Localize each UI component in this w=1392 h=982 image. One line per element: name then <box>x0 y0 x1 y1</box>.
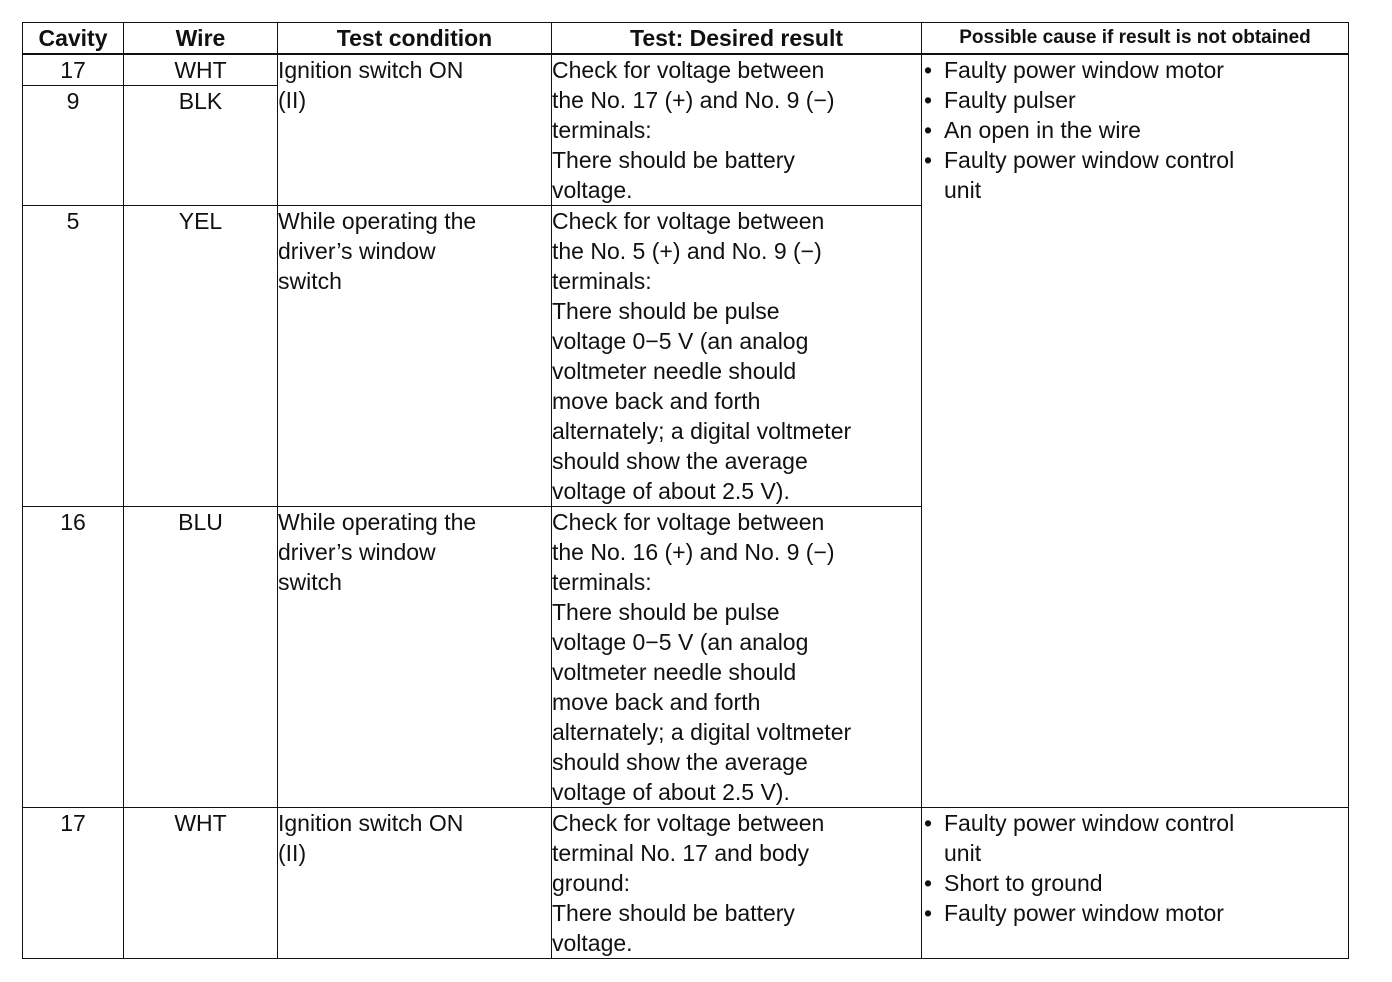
condition-line: switch <box>278 268 342 294</box>
condition-cell <box>278 507 552 808</box>
wire-value: WHT <box>174 810 227 836</box>
condition-line: While operating the <box>278 208 477 234</box>
header-test-condition: Test condition <box>278 23 552 55</box>
wire-value: BLK <box>124 85 277 116</box>
result-line: terminals: <box>552 268 652 294</box>
result-line: move back and forth <box>552 689 761 715</box>
condition-cell <box>278 54 552 206</box>
condition-line: (II) <box>278 840 307 866</box>
cause-item <box>922 145 1348 205</box>
cause-text: • Faulty pulser <box>944 87 1076 113</box>
condition-line: Ignition switch ON <box>278 57 464 83</box>
condition-line: switch <box>278 569 342 595</box>
cause-cell <box>922 808 1349 959</box>
result-line: There should be battery <box>552 900 795 926</box>
result-line: terminals: <box>552 117 652 143</box>
result-line: voltage of about 2.5 V). <box>552 478 790 504</box>
cavity-value: 9 <box>23 85 123 116</box>
diagnostic-table-page <box>22 22 1349 959</box>
wire-cell <box>124 206 278 507</box>
header-cavity: Cavity <box>23 23 124 55</box>
result-line: voltage of about 2.5 V). <box>552 779 790 805</box>
result-cell <box>552 808 922 959</box>
cavity-value: 17 <box>60 810 86 836</box>
result-line: ground: <box>552 870 631 896</box>
result-line: terminals: <box>552 569 652 595</box>
result-line: voltmeter needle should <box>552 659 797 685</box>
cause-item <box>922 898 1348 928</box>
header-desired-result: Test: Desired result <box>552 23 922 55</box>
cause-item <box>922 868 1348 898</box>
cause-text: • An open in the wire <box>944 117 1141 143</box>
result-line: move back and forth <box>552 388 761 414</box>
table-row <box>23 808 1349 959</box>
result-line: There should be pulse <box>552 599 780 625</box>
result-line: voltage 0−5 V (an analog <box>552 629 809 655</box>
result-line: Check for voltage between <box>552 57 825 83</box>
cause-item <box>922 115 1348 145</box>
result-line: Check for voltage between <box>552 509 825 535</box>
result-line: the No. 17 (+) and No. 9 (−) <box>552 87 835 113</box>
result-line: voltage 0−5 V (an analog <box>552 328 809 354</box>
condition-line: driver’s window <box>278 238 436 264</box>
result-line: Check for voltage between <box>552 810 825 836</box>
cause-text: unit <box>944 177 982 203</box>
condition-line: Ignition switch ON <box>278 810 464 836</box>
cavity-cell <box>23 206 124 507</box>
result-line: the No. 16 (+) and No. 9 (−) <box>552 539 835 565</box>
header-possible-cause: Possible cause if result is not obtained <box>922 23 1349 55</box>
result-line: alternately; a digital voltmeter <box>552 418 852 444</box>
result-line: should show the average <box>552 448 808 474</box>
condition-line: driver’s window <box>278 539 436 565</box>
cavity-value: 5 <box>66 208 80 234</box>
cause-text: unit <box>944 840 982 866</box>
header-row <box>23 23 1349 55</box>
result-line: voltage. <box>552 177 633 203</box>
result-line: voltmeter needle should <box>552 358 797 384</box>
wire-cell <box>124 808 278 959</box>
cause-text: • Faulty power window control <box>944 147 1235 173</box>
result-line: Check for voltage between <box>552 208 825 234</box>
cavity-cell <box>23 507 124 808</box>
cause-text: • Faulty power window control <box>944 810 1235 836</box>
condition-line: While operating the <box>278 509 477 535</box>
cause-item <box>922 55 1348 85</box>
cavity-cell <box>23 54 124 206</box>
cause-text: • Faulty power window motor <box>944 57 1224 83</box>
result-line: terminal No. 17 and body <box>552 840 809 866</box>
result-line: There should be pulse <box>552 298 780 324</box>
table-row <box>23 54 1349 206</box>
cavity-value: 16 <box>60 509 86 535</box>
result-cell <box>552 507 922 808</box>
result-line: There should be battery <box>552 147 795 173</box>
condition-cell <box>278 808 552 959</box>
result-line: should show the average <box>552 749 808 775</box>
condition-line: (II) <box>278 87 307 113</box>
wire-value: BLU <box>178 509 223 535</box>
wire-cell <box>124 507 278 808</box>
wire-value: WHT <box>174 57 227 83</box>
cause-list <box>922 808 1348 928</box>
result-line: the No. 5 (+) and No. 9 (−) <box>552 238 822 264</box>
cause-text: • Short to ground <box>944 870 1103 896</box>
diagnostic-table <box>22 22 1349 959</box>
cavity-value: 17 <box>60 57 86 83</box>
cause-list <box>922 55 1348 205</box>
wire-value: YEL <box>178 208 223 234</box>
cause-item <box>922 85 1348 115</box>
header-wire: Wire <box>124 23 278 55</box>
cause-item <box>922 808 1348 868</box>
result-cell <box>552 54 922 206</box>
wire-cell <box>124 54 278 206</box>
result-line: alternately; a digital voltmeter <box>552 719 852 745</box>
cavity-cell <box>23 808 124 959</box>
cause-text: • Faulty power window motor <box>944 900 1224 926</box>
cause-cell <box>922 54 1349 808</box>
condition-cell <box>278 206 552 507</box>
result-line: voltage. <box>552 930 633 956</box>
result-cell <box>552 206 922 507</box>
